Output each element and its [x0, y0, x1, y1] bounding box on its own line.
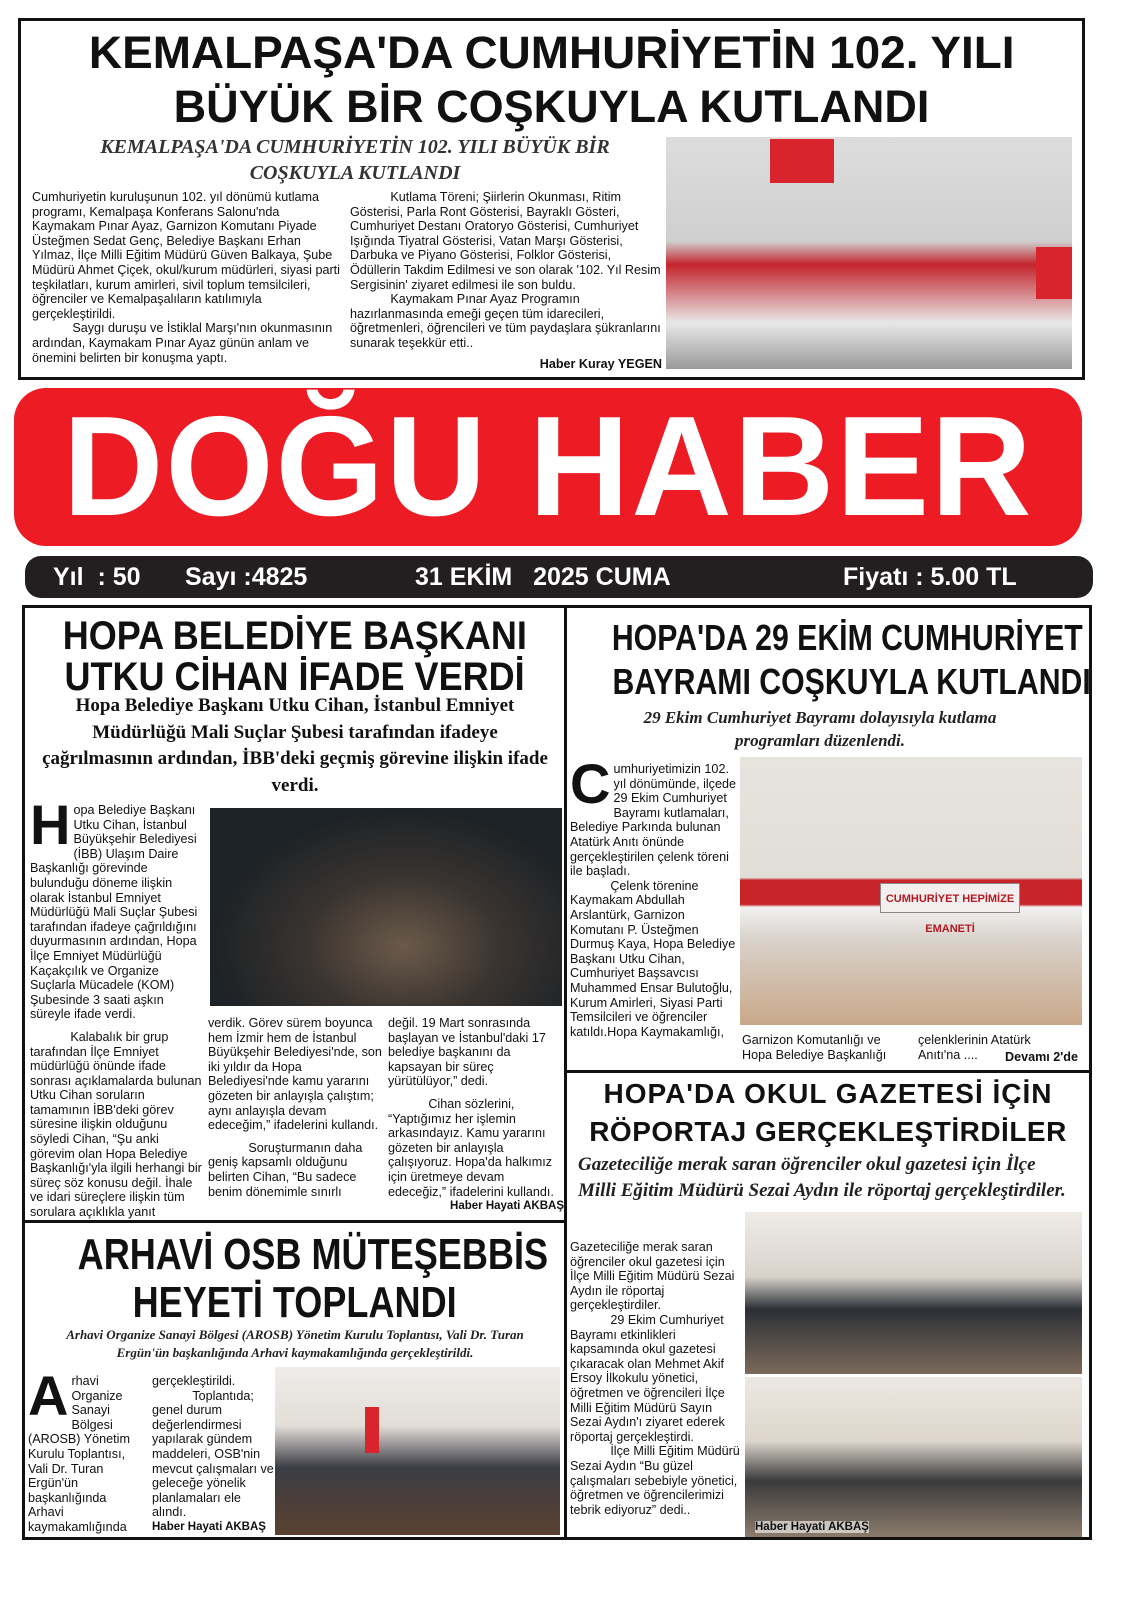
arhavi-osb-column-1: Arhavi Organize Sanayi Bölgesi (AROSB) Yönetim Kurulu Toplantısı, Vali Dr. Turan Ergün'ün başkanlığında Arhavi kaymakamlığında: [28, 1364, 130, 1534]
photo-interview-office-2: [745, 1377, 1082, 1537]
drop-cap: A: [28, 1364, 69, 1427]
arhavi-osb-subheadline: Arhavi Organize Sanayi Bölgesi (AROSB) Yönetim Kurulu Toplantısı, Vali Dr. Turan Ergün'ün başkanlığında Arhavi kaymakamlığında gerçekleştirildi.: [66, 1327, 524, 1360]
byline: Haber Hayati AKBAŞ: [450, 1200, 564, 1213]
masthead: [14, 388, 1082, 546]
hopa-mayor-column-2: verdik. Görev sürem boyunca hem İzmir hem de İstanbul Büyükşehir Belediyesi'nde, son iki yıldır da Hopa Belediyesi'nde kamu yararını gözeten bir anlayışla çalıştım; aynı anlayışla devam edeceğim,” ifadelerini kullandı. Soruşturmanın daha geniş kapsamlı olduğunu belirten Cihan, “Bu sadece benim dönemimle sınırlı: [208, 1016, 382, 1199]
arhavi-osb-headline: ARHAVİ OSB MÜTEŞEBBİS: [77, 1230, 549, 1279]
photo-children-ceremony: [666, 137, 1072, 369]
photo-mayor-press-crowd: [210, 808, 562, 1006]
school-paper-headline: HOPA'DA OKUL GAZETESİ İÇİN: [603, 1078, 1053, 1109]
flag-icon: [365, 1407, 379, 1453]
photo-interview-office-1: [745, 1212, 1082, 1374]
continued-link[interactable]: Devamı 2'de: [1005, 1050, 1078, 1064]
drop-cap: C: [570, 752, 611, 815]
school-paper-subheadline: Gazeteciliğe merak saran öğrenciler okul gazetesi için İlçe Milli Eğitim Müdürü Sezai Aydın ile röportaj gerçekleştirdiler.: [578, 1154, 1066, 1201]
issue-number: Sayı :4825: [185, 563, 308, 591]
byline: Haber Hayati AKBAŞ: [755, 1521, 869, 1533]
photo-folk-dance-gym: [740, 757, 1082, 1025]
hopa-29-ekim-subheadline: 29 Ekim Cumhuriyet Bayramı dolayısıyla kutlama programları düzenlendi.: [643, 708, 997, 750]
hopa-mayor-column-3: değil. 19 Mart sonrasında başlayan ve İstanbul'daki 17 belediye başkanını da kapsayan bir süreç yürütülüyor,” dedi. Cihan sözlerini, “Yaptığımız her işlemin arkasındayız. Kamu yararını gözeten bir anlayışla çalışıyoruz. Hopa'da halkımız için üretmeye devam edeceğiz,” ifadelerini kullandı. Haber Hayati AKBAŞ: [388, 1016, 564, 1213]
top-story-column-1: Cumhuriyetin kuruluşunun 102. yıl dönümü kutlama programı, Kemalpaşa Konferans Salonu'nda Kaymakam Pınar Ayaz, Garnizon Komutanı Piyade Üsteğmen Sedat Genç, Belediye Başkanı Erhan Yılmaz, İlçe Milli Eğitim Müdürü Güven Balkaya, Şube Müdürü Ahmet Çiçek, okul/kurum müdürleri, siyasi parti teşkilatları, kurum amirleri, sivil toplum temsilcileri, öğrenciler ve Kemalpaşalıların katılımıyla gerçekleştirildi. Saygı duruşu ve İstiklal Marşı'nın okunmasının ardından, Kaymakam Pınar Ayaz günün anlam ve önemini belirten bir konuşma yaptı.: [32, 190, 340, 365]
hopa-29-ekim-headline-2: BAYRAMI COŞKUYLA KUTLANDI: [612, 661, 1091, 702]
masthead-title: DOĞU HABER: [62, 387, 1034, 546]
hopa-mayor-column-1: Hopa Belediye Başkanı Utku Cihan, İstanbul Büyükşehir Belediyesi (İBB) Ulaşım Daire Başkanlığı görevinde bulunduğu döneme ilişkin olarak İstanbul Emniyet Müdürlüğü Mali Suçlar Şubesi tarafından ifadeye çağrıldığını duyurmasının ardından, Hopa İlçe Emniyet Müdürlüğü Kaçakçılık ve Organize Suçlarla Mücadele (KOM) Şubesinde 3 saati aşkın süreyle ifade verdi. Kalabalık bir grup tarafından İlçe Emniyet müdürlüğü önünde ifade sonrası açıklamalarda bulunan Utku Cihan soruların tamamının İBB'deki görev süresine ilişkin olduğunu söyledi Cihan, “Şu anki görevim olan Hopa Belediye Başkanlığı'yla ilgili herhangi bir süreç söz konusu değil. İhale ve idari süreçlere ilişkin tüm sorulara açıklıkla yanıt: [30, 793, 202, 1220]
hopa-29-ekim-column-3: çelenklerinin Atatürk Anıtı'na ....: [918, 1033, 1031, 1062]
byline: Haber Kuray YEGEN: [539, 356, 662, 371]
top-story-headline: KEMALPAŞA'DA CUMHURİYETİN 102. YILI: [88, 27, 1015, 78]
hopa-29-ekim-headline: HOPA'DA 29 EKİM CUMHURİYET: [611, 617, 1083, 658]
drop-cap: H: [30, 793, 71, 856]
top-story-headline-2: BÜYÜK BİR COŞKUYLA KUTLANDI: [173, 81, 930, 132]
arhavi-osb-column-2: gerçekleştirildi. Toplantıda; genel durum değerlendirmesi yapılarak gündem maddeleri, OSB'nin mevcut çalışmaları ve geleceğe yönelik planlamaları ele alındı. Haber Hayati AKBAŞ: [152, 1374, 274, 1533]
arhavi-osb-headline-2: HEYETİ TOPLANDI: [132, 1278, 458, 1327]
issue-date: 31 EKİM 2025 CUMA: [415, 563, 671, 591]
section-divider-left: [22, 1220, 566, 1223]
issue-year: Yıl : 50: [53, 563, 141, 591]
byline: Haber Hayati AKBAŞ: [152, 1520, 266, 1533]
top-story-subheadline: KEMALPAŞA'DA CUMHURİYETİN 102. YILI BÜYÜK BİR COŞKUYLA KUTLANDI: [100, 136, 610, 184]
issue-bar: [25, 556, 1093, 598]
hopa-mayor-headline: HOPA BELEDİYE BAŞKANI: [62, 614, 528, 658]
hopa-29-ekim-column-2: Garnizon Komutanlığı ve Hopa Belediye Başkanlığı: [742, 1033, 887, 1062]
hopa-mayor-subheadline: Hopa Belediye Başkanı Utku Cihan, İstanbul Emniyet Müdürlüğü Mali Suçlar Şubesi tarafından ifadeye çağrılmasının ardından, İBB'deki geçmiş görevine ilişkin ifade verdi.: [42, 695, 548, 796]
flag-icon: [1036, 247, 1072, 299]
flag-icon: [770, 139, 834, 183]
top-story-column-2: Kutlama Töreni; Şiirlerin Okunması, Ritim Gösterisi, Parla Ront Gösterisi, Bayraklı Gösteri, Cumhuriyet Destanı Oratoryo Gösterisi, Cumhuriyet Işığında Tiyatral Gösterisi, Vatan Marşı Gösterisi, Darbuka ve Piyano Gösterisi, Folklor Gösterisi, Ödüllerin Takdim Edilmesi ve son olarak '102. Yıl Resim Sergisinin' ziyaret edilmesi ile son buldu. Kaymakam Pınar Ayaz Programın hazırlanmasında emeği geçen tüm idarecileri, öğretmenleri, öğrencileri ve tüm paydaşlara şükranlarını sunarak teşekkür etti.. Haber Kuray YEGEN: [350, 190, 662, 371]
hopa-mayor-headline-2: UTKU CİHAN İFADE VERDİ: [64, 655, 526, 699]
section-divider-right: [564, 1070, 1092, 1073]
banner: CUMHURİYET HEPİMİZE EMANETİ: [880, 883, 1020, 913]
school-paper-body: Gazeteciliğe merak saran öğrenciler okul gazetesi için İlçe Milli Eğitim Müdürü Sezai Aydın ile röportaj gerçekleştirdiler. 29 Ekim Cumhuriyet Bayramı etkinlikleri kapsamında okul gazetesi çıkaracak olan Mehmet Akif Ersoy İlkokulu yönetici, öğretmen ve öğrencileri İlçe Milli Eğitim Müdürü Sayın Sezai Aydın'ı ziyaret ederek röportaj gerçekleştirdi. İlçe Milli Eğitim Müdürü Sezai Aydın “Bu güzel çalışmaları sebebiyle yönetici, öğretmen ve öğrencilerimizi tebrik ediyoruz” dedi..: [570, 1240, 740, 1517]
issue-price: Fiyatı : 5.00 TL: [843, 563, 1017, 591]
photo-osb-meeting: [275, 1367, 560, 1535]
hopa-29-ekim-column-1: Cumhuriyetimizin 102. yıl dönümünde, ilçede 29 Ekim Cumhuriyet Bayramı kutlamaları, Belediye Parkında bulunan Atatürk Anıtı önünde gerçekleştirilen çelenk töreni ile başladı. Çelenk törenine Kaymakam Abdullah Arslantürk, Garnizon Komutanı P. Üsteğmen Durmuş Kaya, Hopa Belediye Başkanı Utku Cihan, Cumhuriyet Başsavcısı Muhammed Ensar Bulutoğlu, Kurum Amirleri, Siyasi Parti Temsilcileri ve öğrenciler katıldı.Hopa Kaymakamlığı,: [570, 752, 736, 1039]
school-paper-headline-2: RÖPORTAJ GERÇEKLEŞTİRDİLER: [589, 1116, 1067, 1147]
